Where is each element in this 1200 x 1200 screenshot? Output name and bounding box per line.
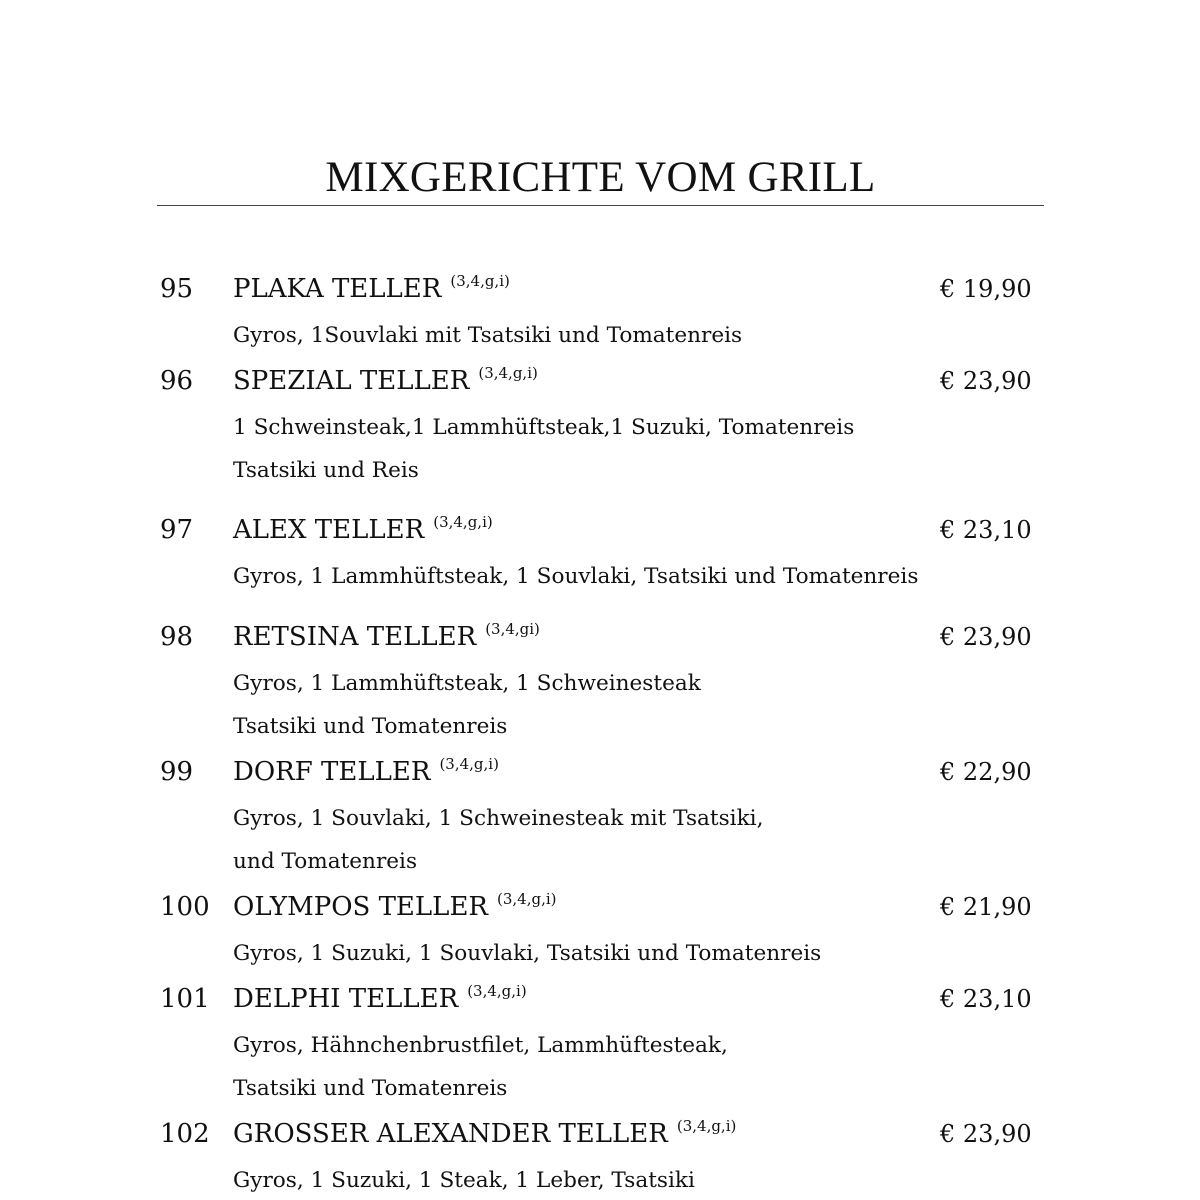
item-title — [233, 1117, 736, 1151]
item-description: Gyros, 1 Lammhüftsteak, 1 Schweinesteak — [233, 671, 701, 696]
item-allergens: (3,4,g,i) — [433, 513, 493, 531]
item-number: 100 — [160, 892, 210, 922]
page-title: MIXGERICHTE VOM GRILL — [325, 154, 876, 201]
item-price: € 23,90 — [940, 367, 1032, 395]
item-description: 1 Schweinsteak,1 Lammhüftsteak,1 Suzuki, Tomatenreis — [233, 415, 855, 440]
item-name: GROSSER ALEXANDER TELLER — [233, 1119, 668, 1149]
item-allergens: (3,4,g,i) — [467, 982, 527, 1000]
item-description: Gyros, Hähnchenbrustfilet, Lammhüftesteak, — [233, 1033, 728, 1058]
item-title — [233, 755, 499, 789]
item-number: 99 — [160, 757, 194, 787]
item-title — [233, 513, 493, 547]
item-allergens: (3,4,g,i) — [478, 364, 538, 382]
item-price: € 23,10 — [940, 985, 1032, 1013]
item-number: 95 — [160, 274, 194, 304]
item-name: DORF TELLER — [233, 757, 431, 787]
item-price: € 21,90 — [940, 893, 1032, 921]
item-allergens: (3,4,g,i) — [497, 890, 557, 908]
item-price: € 23,90 — [940, 1120, 1032, 1148]
title-divider — [157, 205, 1044, 206]
item-allergens: (3,4,g,i) — [439, 755, 499, 773]
item-allergens: (3,4,gi) — [485, 620, 540, 638]
item-name: DELPHI TELLER — [233, 984, 459, 1014]
item-number: 101 — [160, 984, 210, 1014]
item-title — [233, 272, 510, 306]
item-allergens: (3,4,g,i) — [450, 272, 510, 290]
item-number: 98 — [160, 622, 194, 652]
item-description: Tsatsiki und Tomatenreis — [233, 714, 508, 739]
item-description: Gyros, 1 Souvlaki, 1 Schweinesteak mit Tsatsiki, — [233, 806, 764, 831]
item-name: SPEZIAL TELLER — [233, 366, 470, 396]
item-name: ALEX TELLER — [233, 515, 425, 545]
item-description: und Tomatenreis — [233, 849, 418, 874]
item-allergens: (3,4,g,i) — [676, 1117, 737, 1135]
item-description: Gyros, 1 Suzuki, 1 Steak, 1 Leber, Tsatsiki — [233, 1168, 695, 1193]
item-title — [233, 890, 557, 924]
item-description: Tsatsiki und Tomatenreis — [233, 1076, 508, 1101]
item-description: Gyros, 1Souvlaki mit Tsatsiki und Tomatenreis — [233, 323, 743, 348]
item-price: € 23,90 — [940, 623, 1032, 651]
item-name: OLYMPOS TELLER — [233, 892, 488, 922]
item-description: Tsatsiki und Reis — [233, 458, 419, 483]
item-description: Gyros, 1 Lammhüftsteak, 1 Souvlaki, Tsatsiki und Tomatenreis — [233, 564, 919, 589]
item-number: 97 — [160, 515, 194, 545]
item-price: € 23,10 — [940, 516, 1032, 544]
item-name: RETSINA TELLER — [233, 622, 477, 652]
item-price: € 19,90 — [940, 275, 1032, 303]
item-number: 96 — [160, 366, 194, 396]
item-title — [233, 364, 538, 398]
item-price: € 22,90 — [940, 758, 1032, 786]
item-description: Gyros, 1 Suzuki, 1 Souvlaki, Tsatsiki und Tomatenreis — [233, 941, 822, 966]
item-name: PLAKA TELLER — [233, 274, 442, 304]
item-title — [233, 982, 527, 1016]
item-number: 102 — [160, 1119, 210, 1149]
item-title — [233, 620, 540, 654]
